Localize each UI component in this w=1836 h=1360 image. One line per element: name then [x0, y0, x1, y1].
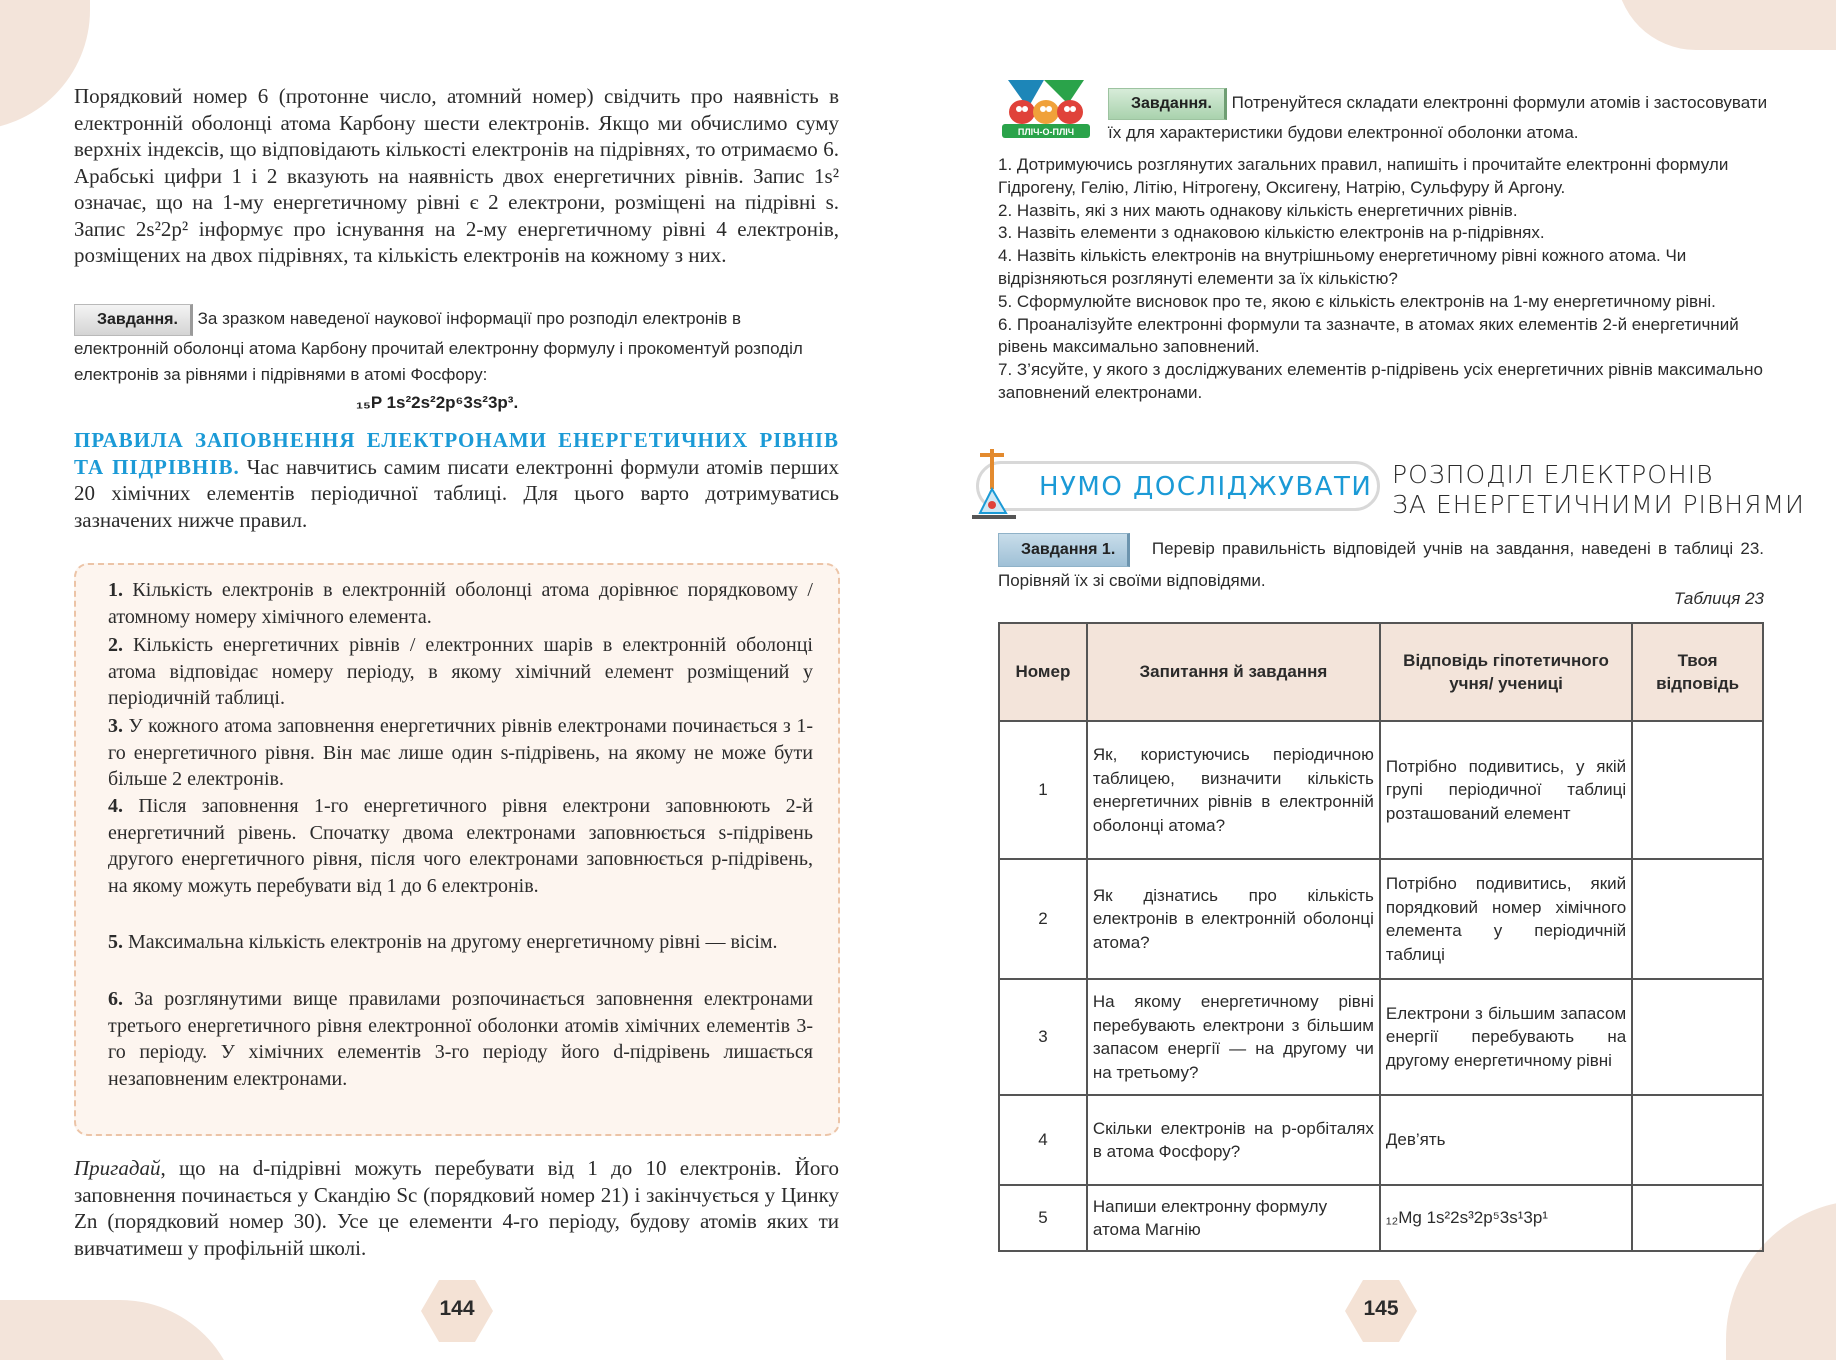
- table-row: [999, 721, 1763, 859]
- rule-item: [108, 713, 813, 793]
- table-cell-answer: Дев’ять: [1380, 1095, 1632, 1185]
- list-item: 5. Сформулюйте висновок про те, якою є кількість електронів на 1-му енергетичному рівні.: [998, 291, 1716, 311]
- table-cell-your-answer[interactable]: [1632, 1095, 1763, 1185]
- table-header-cell: Номер: [999, 623, 1087, 721]
- rules-heading: ПРАВИЛА ЗАПОВНЕННЯ ЕЛЕКТРОНАМИ ЕНЕРГЕТИЧНИХ РІВНІВ ТА ПІДРІВНІВ.: [74, 428, 839, 479]
- table-row: [999, 859, 1763, 979]
- list-item: 3. Назвіть елементи з однаковою кількістю електронів на p-підрівнях.: [998, 223, 1545, 243]
- rule-item: [108, 929, 813, 956]
- rule-number: 6.: [108, 988, 123, 1010]
- rule-number: 5.: [108, 931, 123, 953]
- task1-text: Перевір правильність відповідей учнів на завдання, наведені в таблиці 23. Порівняй їх зі своїми відповідями.: [998, 539, 1764, 590]
- list-item: 1. Дотримуючись розглянутих загальних правил, напишіть і прочитайте електронні формули Гідрогену, Гелію, Літію, Нітрогену, Оксигену, Натрію, Сульфуру й Аргону.: [998, 155, 1729, 197]
- mascot-icon: [998, 78, 1094, 140]
- pair-task-label: Завдання.: [1108, 88, 1227, 120]
- page-number: [1345, 1280, 1417, 1342]
- table-cell-number: 5: [999, 1185, 1087, 1251]
- intro-paragraph: Порядковий номер 6 (протонне число, атомний номер) свідчить про наявність в електронній оболонці атома Карбону шести електронів. Якщо ми обчислимо суму верхніх індексів, що відповідають кількості електронів на підрівнях, то отримаємо 6. Арабські цифри 1 і 2 вказують на наявність двох енергетичних рівнів. Запис 1s² означає, що на 1-му енергетичному рівні є 2 електрони, розміщені на підрівні s. Запис 2s²2p² інформує про існування на 2-му енергетичному рівні 4 електронів, розміщених на двох підрівнях, та кількість електронів на кожному з них.: [74, 84, 839, 267]
- task-label: Завдання.: [74, 304, 193, 336]
- list-item: 4. Назвіть кількість електронів на внутрішньому енергетичному рівні кожного атома. Чи відрізняються розглянуті елементи за їх кількістю?: [998, 246, 1687, 288]
- explore-title: [1392, 460, 1805, 520]
- table-cell-question: Як, користуючись періодичною таблицею, визначити кількість енергетичних рівнів в електронній оболонці атома?: [1087, 721, 1380, 859]
- table-cell-number: 4: [999, 1095, 1087, 1185]
- rule-number: 3.: [108, 715, 123, 737]
- page-number: [421, 1280, 493, 1342]
- table-cell-answer: ₁₂Mg 1s²2s³2p⁵3s¹3p¹: [1380, 1185, 1632, 1251]
- rule-item: [108, 632, 813, 712]
- task-text: За зразком наведеної наукової інформації про розподіл електронів в електронній оболонці атома Карбону прочитай електронну формулу і прокоментуй розподіл електронів за рівнями і підрівнями в атомі Фосфору:: [74, 309, 803, 384]
- explore-banner-text: НУМО ДОСЛІДЖУВАТИ: [1039, 472, 1373, 502]
- remember-text: , що на d-підрівні можуть перебувати від 1 до 10 електронів. Його заповнення починається у Скандію Sc (порядковий номер 21) і закінчується у Цинку Zn (порядковий номер 30). Усе це елементи 4-го періоду, будову атомів яких ти вивчатимеш у профільній школі.: [74, 1156, 839, 1260]
- list-item: 2. Назвіть, які з них мають однакову кількість енергетичних рівнів.: [998, 200, 1518, 220]
- rule-text: Кількість електронів в електронній оболонці атома дорівнює порядковому / атомному номеру хімічного елемента.: [108, 579, 813, 628]
- rule-item: [108, 986, 813, 1092]
- task-block: [74, 304, 839, 388]
- rule-number: 4.: [108, 795, 123, 817]
- table-caption: Таблиця 23: [1673, 589, 1764, 608]
- table-row: [999, 979, 1763, 1095]
- rule-number: 1.: [108, 579, 123, 601]
- table-cell-your-answer[interactable]: [1632, 721, 1763, 859]
- table-cell-number: 1: [999, 721, 1087, 859]
- task1-block: [998, 533, 1764, 595]
- table-row: [999, 1095, 1763, 1185]
- remember-emphasis: Пригадай: [74, 1156, 161, 1180]
- rule-text: У кожного атома заповнення енергетичних рівнів електронами починається з 1-го енергетичного рівня. Він має лише один s-підрівень, на якому не може бути більше 2 електронів.: [108, 715, 813, 790]
- table-cell-question: Як дізнатись про кількість електронів в електронній оболонці атома?: [1087, 859, 1380, 979]
- explore-title-line: РОЗПОДІЛ ЕЛЕКТРОНІВ: [1392, 460, 1714, 489]
- explore-banner: [976, 461, 1380, 511]
- flask-icon: [970, 447, 1030, 521]
- rule-item: [108, 793, 813, 899]
- table-cell-number: 3: [999, 979, 1087, 1095]
- table-cell-question: Напиши електронну формулу атома Магнію: [1087, 1185, 1380, 1251]
- table-cell-number: 2: [999, 859, 1087, 979]
- rule-text: Кількість енергетичних рівнів / електронних шарів в електронній оболонці атома відповідає номеру періоду, в якому хімічний елемент розміщений у періодичній таблиці.: [108, 634, 813, 709]
- list-item: 6. Проаналізуйте електронні формули та зазначте, в атомах яких елементів 2-й енергетичний рівень максимально заповнений.: [998, 314, 1739, 357]
- rule-text: Після заповнення 1-го енергетичного рівня електрони заповнюють 2-й енергетичний рівень. Спочатку двома електронами заповнюється s-підрівень другого енергетичного рівня, після чого електронами заповнюється p-підрівень, на якому можуть перебувати від 1 до 6 електронів.: [108, 795, 813, 897]
- mascot-caption: ПЛІЧ-О-ПЛІЧ: [1017, 127, 1075, 137]
- table-cell-your-answer[interactable]: [1632, 1185, 1763, 1251]
- pair-task-list: [998, 154, 1768, 405]
- table-header-cell: Запитання й завдання: [1087, 623, 1380, 721]
- table-cell-your-answer[interactable]: [1632, 979, 1763, 1095]
- table-cell-your-answer[interactable]: [1632, 859, 1763, 979]
- rules-box: [74, 563, 840, 1136]
- rule-number: 2.: [108, 634, 123, 656]
- list-item: 7. З’ясуйте, у якого з досліджуваних елементів p-підрівень усіх енергетичних рівнів максимально заповнений електронами.: [998, 360, 1763, 402]
- table-cell-answer: Потрібно подивитись, який порядковий номер хімічного елемента у періодичній таблиці: [1380, 859, 1632, 979]
- answers-table: [998, 622, 1764, 1252]
- task1-label: Завдання 1.: [998, 533, 1130, 567]
- explore-title-line: ЗА ЕНЕРГЕТИЧНИМИ РІВНЯМИ: [1392, 490, 1805, 519]
- rule-text: Максимальна кількість електронів на другому енергетичному рівні — вісім.: [123, 931, 778, 953]
- table-header-cell: Твоя відповідь: [1632, 623, 1763, 721]
- pair-task-text: Потренуйтеся складати електронні формули атомів і застосовувати їх для характеристики будови електронної оболонки атома.: [1108, 93, 1768, 142]
- rules-intro-text: Час навчитись самим писати електронні формули атомів перших 20 хімічних елементів періодичної таблиці. Для цього варто дотримуватись зазначених нижче правил.: [74, 454, 839, 532]
- phosphorus-formula: ₁₅P 1s²2s²2p⁶3s²3p³.: [356, 393, 519, 412]
- page-number-text: 144: [439, 1297, 475, 1320]
- rule-text: За розглянутими вище правилами розпочинається заповнення електронами третього енергетичного рівня електронної оболонки атомів хімічних елементів 3-го періоду. У хімічних елементів 3-го періоду його d-підрівень лишається незаповненим електронами.: [108, 988, 813, 1090]
- table-header-cell: Відповідь гіпотетичного учня/ учениці: [1380, 623, 1632, 721]
- table-cell-question: Скільки електронів на p-орбіталях в атома Фосфору?: [1087, 1095, 1380, 1185]
- rules-intro-paragraph: [74, 427, 839, 533]
- table-header-row: [999, 623, 1763, 721]
- rule-item: [108, 577, 813, 630]
- table-cell-answer: Потрібно подивитись, у якій групі періодичної таблиці розташований елемент: [1380, 721, 1632, 859]
- page-number-text: 145: [1363, 1297, 1399, 1320]
- table-cell-question: На якому енергетичному рівні перебувають електрони з більшим запасом енергії — на другому чи на третьому?: [1087, 979, 1380, 1095]
- table-cell-answer: Електрони з більшим запасом енергії перебувають на другому енергетичному рівні: [1380, 979, 1632, 1095]
- remember-paragraph: [74, 1155, 839, 1261]
- pair-task-block: [1108, 88, 1768, 146]
- table-row: [999, 1185, 1763, 1251]
